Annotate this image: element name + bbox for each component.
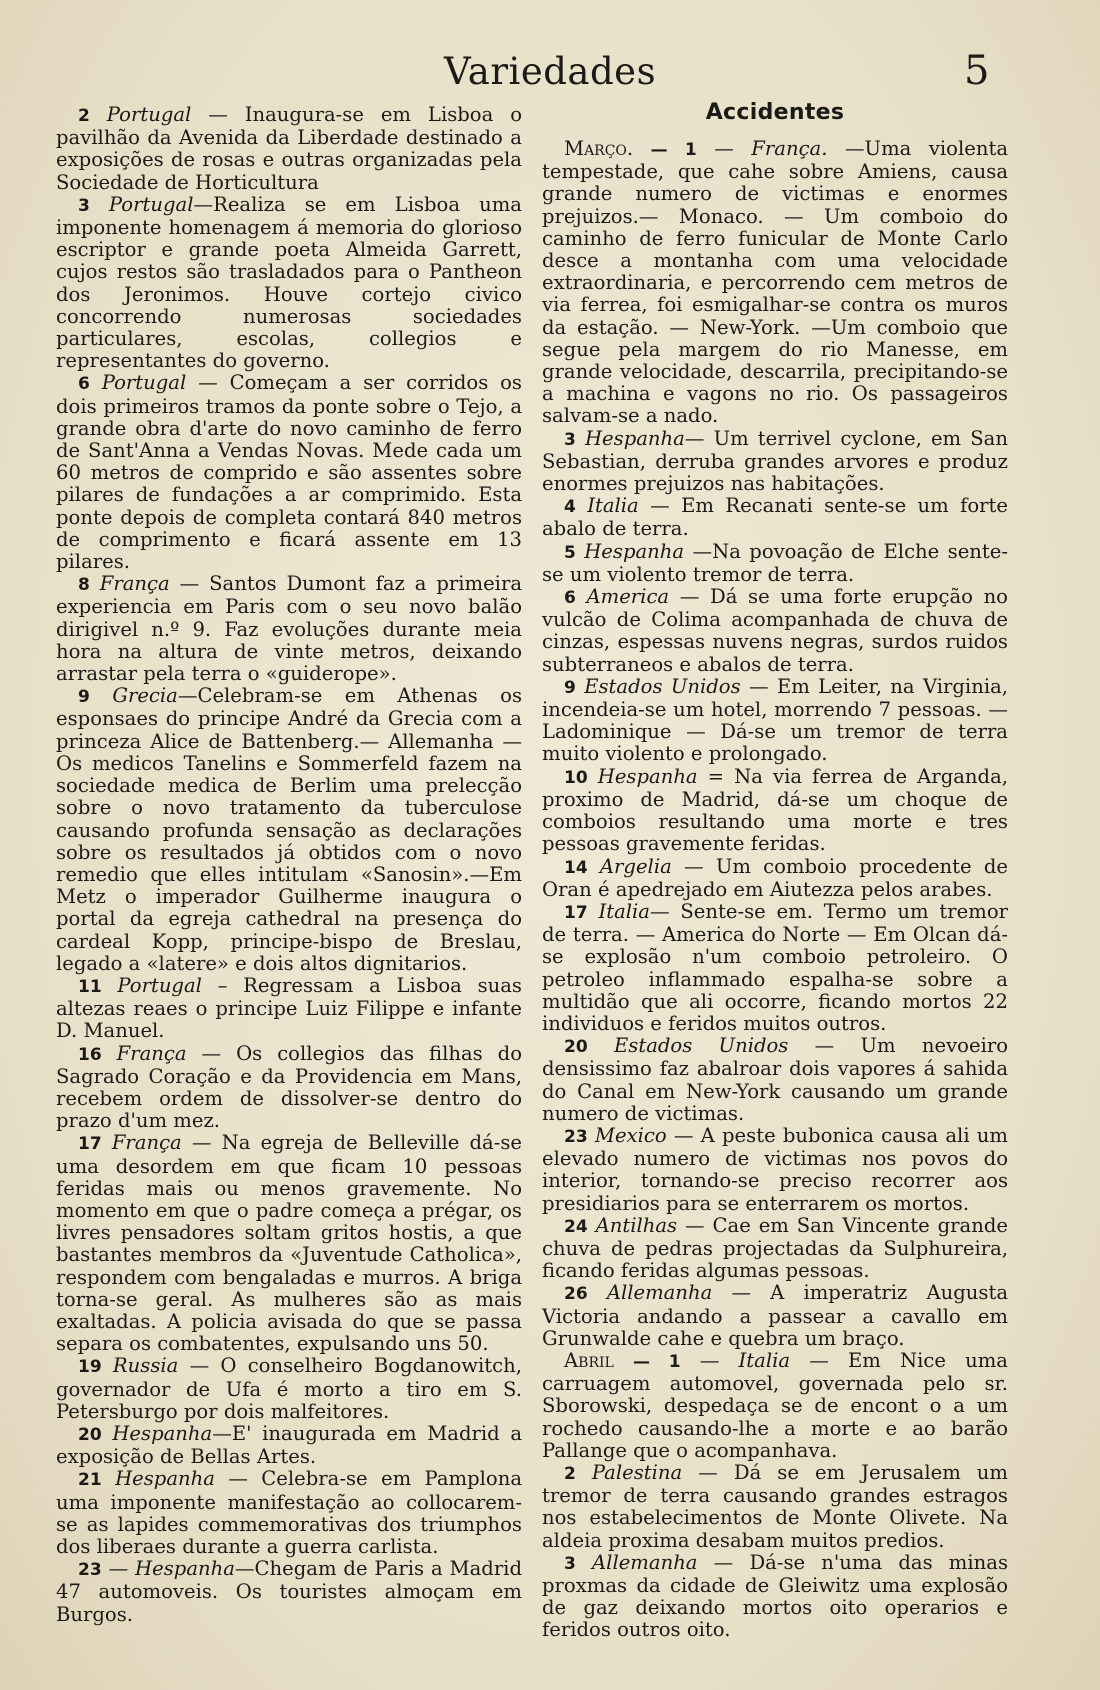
entry-text: —Chegam de Paris a Madrid 47 automoveis. Os touristes almoçam em Burgos. — [56, 1557, 522, 1626]
entry-place: Russia — [112, 1354, 179, 1378]
entry-day: 11 — [78, 976, 102, 997]
page-title: Variedades — [443, 50, 657, 93]
entry-day: 4 — [564, 497, 576, 518]
entry-place: França — [111, 1131, 182, 1155]
entry-place: — Hespanha — [108, 1557, 235, 1581]
news-entry — [542, 676, 1008, 766]
news-entry — [56, 1558, 522, 1626]
entry-place: Hespanha — [112, 1421, 213, 1445]
entry-text: —E' inaugurada em Madrid a exposição de Bellas Artes. — [56, 1421, 523, 1469]
page-number: 5 — [964, 48, 990, 94]
news-entry — [542, 1125, 1008, 1215]
entry-text: — Santos Dumont faz a primeira experiencia em Paris com o seu novo balão dirigivel n.º 9. Faz evoluções durante meia hora na altura de vinte metros, deixando arrastar pela terra o «guiderope». — [56, 572, 522, 686]
news-entry — [56, 685, 522, 975]
entry-place: Hespanha — [597, 764, 698, 788]
entry-day: 20 — [78, 1424, 102, 1445]
news-entry — [56, 372, 522, 573]
entry-text: — Em Nice uma carruagem automovel, governada pelo sr. Sborowski, despedaça se de encont o a um rochedo causando-lhe a morte e ao barão Pallange que o acompanhava. — [542, 1348, 1008, 1462]
entry-place: Hespanha — [115, 1467, 215, 1491]
entry-place: Grecia — [112, 684, 178, 708]
entry-place: Portugal — [108, 192, 194, 216]
entry-text: — Em Recanati sente-se um forte abalo de terra. — [542, 494, 1008, 541]
entry-day: 9 — [564, 677, 576, 698]
entry-day: 14 — [564, 857, 588, 878]
entry-text: — Sente-se em. Termo um tremor de terra. — America do Norte — Em Olcan dá-se explosão n'um comboio petroleiro. O petroleo inflammado espalha-se sobre a multidão que ali occorre, ficando mortos 22 individuos e feridos muitos outros. — [542, 899, 1008, 1035]
entry-text: – Regressam a Lisboa suas altezas reaes o principe Luiz Filippe e infante D. Manuel. — [56, 973, 522, 1043]
entry-place: Allemanha — [606, 1281, 713, 1305]
entry-day: 26 — [564, 1284, 588, 1305]
entry-text: — Os collegios das filhas do Sagrado Coração e da Providencia em Mans, recebem ordem de dissolver-se dentro do prazo d'um mez. — [56, 1041, 523, 1133]
entry-text: — Dá se em Jerusalem um tremor de terra causando grandes estragos nos estabelecimentos de Monte Olivete. Na aldeia proxima desabam muitos predios. — [542, 1460, 1008, 1552]
section-title-accidentes: Accidentes — [705, 100, 845, 125]
news-entry — [56, 1043, 522, 1133]
entry-text: — O conselheiro Bogdanowitch, governador de Ufa é morto a tiro em S. Petersburgo por dois malfeitores. — [56, 1354, 522, 1423]
news-entry — [56, 573, 522, 685]
right-entries — [542, 138, 1008, 1642]
entry-text: — A imperatriz Augusta Victoria andando a passear a cavallo em Grunwalde cahe e quebra um braço. — [542, 1281, 1009, 1350]
news-entry — [542, 138, 1008, 428]
news-entry — [56, 104, 522, 194]
news-entry — [542, 586, 1008, 676]
entry-place: — Italia — [699, 1348, 791, 1372]
entry-place: Italia — [598, 899, 650, 923]
news-entry — [542, 1035, 1008, 1125]
entry-day: 16 — [78, 1044, 102, 1065]
entry-place: França — [99, 572, 170, 596]
entry-text: — A peste bubonica causa ali um elevado numero de victimas nos povos do interior, tornando-se preciso recorrer aos presidiarios para se enterrarem os mortos. — [542, 1123, 1008, 1215]
entry-day: 19 — [78, 1357, 102, 1378]
right-column — [542, 100, 1008, 1642]
entry-place: Estados Unidos — [613, 1034, 789, 1058]
news-entry — [542, 1350, 1008, 1462]
entry-text: —Celebram-se em Athenas os esponsaes do principe André da Grecia com a princeza Alice de Battenberg.— Allemanha — Os medicos Tanelins e Sommerfeld fazem na sociedade medica de Berlim uma prelecção sobre o novo tratamento da tuberculose causando profunda sensação as declarações sobre os resultados já obtidos com o novo remedio que elles intitulam «Sanosin».—Em Metz o imperador Guilherme inaugura o portal da egreja cathedral na presença do cardeal Kopp, principe-bispo de Breslau, legado a «latere» e dois altos dignitarios. — [56, 684, 522, 975]
entry-month: Março. — [564, 137, 634, 160]
news-entry — [542, 766, 1008, 856]
news-entry — [56, 975, 522, 1043]
news-entry — [542, 856, 1008, 901]
entry-place: Hespanha — [584, 539, 685, 563]
news-entry — [542, 901, 1008, 1035]
entry-day: 6 — [78, 374, 90, 395]
news-entry — [542, 428, 1008, 496]
entry-place: Portugal — [101, 371, 187, 395]
entry-place: França — [116, 1041, 187, 1065]
entry-day: 17 — [78, 1134, 102, 1155]
entry-day: 23 — [564, 1126, 588, 1147]
entry-place: Estados Unidos — [584, 674, 741, 698]
entry-day: 3 — [564, 1553, 576, 1574]
entry-day: 8 — [78, 575, 90, 596]
news-entry — [542, 1462, 1008, 1552]
entry-text: — Inaugura-se em Lisboa o pavilhão da Avenida da Liberdade destinado a exposições de rosas e outras organizadas pela Sociedade de Horticultura — [56, 103, 523, 194]
news-entry — [56, 1468, 522, 1558]
entry-text: — Celebra-se em Pamplona uma imponente manifestação ao collocarem-se as lapides commemorativas dos triumphos dos liberaes durante a guerra carlista. — [56, 1467, 523, 1558]
entry-text: — Dá-se n'uma das minas proxmas da cidade de Gleiwitz uma explosão de gaz deixando mortos oito operarios e feridos outros oito. — [542, 1550, 1009, 1642]
entry-text: — Um comboio procedente de Oran é apedrejado em Aiutezza pelos arabes. — [542, 854, 1008, 901]
entry-place: Mexico — [594, 1123, 667, 1147]
entry-day: — 1 — [632, 1351, 681, 1372]
entry-place: — França. — [714, 137, 828, 160]
entry-day: 21 — [78, 1470, 102, 1491]
news-entry — [542, 1552, 1008, 1642]
entry-place: Palestina — [591, 1460, 683, 1484]
entry-text: = Na via ferrea de Arganda, proximo de Madrid, dá-se um choque de comboios resultando uma morte e tres pessoas gravemente feridas. — [542, 764, 1008, 856]
news-entry — [56, 1132, 522, 1355]
entry-place: Italia — [587, 494, 639, 518]
entry-place: Argelia — [599, 854, 672, 878]
entry-place: Antilhas — [595, 1213, 678, 1237]
entry-day: 3 — [78, 195, 90, 216]
entry-day: 2 — [564, 1463, 576, 1484]
entry-day: 23 — [78, 1560, 102, 1581]
entry-day: 24 — [564, 1216, 588, 1237]
entry-day: 3 — [564, 429, 576, 450]
news-entry — [56, 194, 522, 373]
entry-place: Hespanha — [584, 426, 685, 450]
entry-day: 10 — [564, 767, 588, 788]
news-entry — [542, 1215, 1008, 1283]
entry-text: —Uma violenta tempestade, que cahe sobre Amiens, causa grande numero de victimas e enormes prejuizos.— Monaco. — Um comboio do caminho de ferro funicular de Monte Carlo desce a montanha com uma velocidade extraordinaria, e percorrendo cem metros de via ferrea, foi esmigalhar-se contra os muros da estação. — New-York. —Um comboio que segue pela margem do rio Manesse, em grande velocidade, descarrila, precipitando-se a machina e vagons no rio. Os passageiros salvam-se a nado. — [542, 137, 1009, 428]
entry-place: Allemanha — [592, 1550, 698, 1574]
entry-text: — Começam a ser corridos os dois primeiros tramos da ponte sobre o Tejo, a grande obra d'arte do novo caminho de ferro de Sant'Anna a Vendas Novas. Mede cada um 60 metros de comprido e são assentes sobre pilares de fundações a ar comprimido. Esta ponte depois de completa contará 840 metros de comprimento e ficará assente em 13 pilares. — [56, 371, 522, 574]
entry-text: — Em Leiter, na Virginia, incendeia-se um hotel, morrendo 7 pessoas. — Ladominique — Dá-se um tremor de terra muito violento e prolongado. — [542, 674, 1008, 766]
left-column — [56, 104, 522, 1626]
entry-text: —Na povoação de Elche sente-se um violento tremor de terra. — [542, 539, 1008, 586]
news-entry — [542, 495, 1008, 540]
news-entry — [56, 1355, 522, 1423]
entry-text: — Na egreja de Belleville dá-se uma desordem em que ficam 10 pessoas feridas mais ou menos gravemente. No momento em que o padre começa a prégar, os livres pensadores soltam gritos hostis, a que bastantes membros da «Juventude Catholica», respondem com bengaladas e murros. A briga torna-se geral. As mulheres são as mais exaltadas. A policia avisada do que se passa separa os combatentes, expulsando uns 50. — [56, 1131, 522, 1356]
entry-day: 20 — [564, 1037, 588, 1058]
entry-text: — Um terrivel cyclone, em San Sebastian, derruba grandes arvores e produz enormes prejuizos nas habitações. — [542, 426, 1008, 496]
entry-place: Portugal — [117, 973, 202, 997]
entry-day: 2 — [78, 106, 90, 126]
entry-text: — Um nevoeiro densissimo faz abalroar dois vapores á sahida do Canal em New-York causando um grande numero de victimas. — [542, 1034, 1008, 1125]
entry-day: 5 — [564, 542, 576, 563]
entry-place: Portugal — [106, 103, 192, 126]
entry-text: — Cae em San Vincente grande chuva de pedras projectadas da Sulphureira, ficando feridas algumas pessoas. — [542, 1213, 1008, 1283]
entry-day: 17 — [564, 902, 588, 923]
entry-day: 9 — [78, 687, 90, 708]
entry-month: Abril — [564, 1348, 614, 1372]
news-entry — [542, 1282, 1008, 1350]
entry-text: — Dá se uma forte erupção no vulcão de Colima acompanhada de chuva de cinzas, espessas nuvens negras, surdos ruidos subterraneos e abalos de terra. — [542, 585, 1008, 676]
entry-day: — 1 — [650, 140, 697, 160]
entry-text: —Realiza se em Lisboa uma imponente homenagem á memoria do glorioso escriptor e grande poeta Almeida Garrett, cujos restos são trasladados para o Pantheon dos Jeronimos. Houve cortejo civico concorrendo numerosas sociedades particulares, escolas, collegios e representantes do governo. — [56, 192, 522, 373]
entry-place: America — [586, 585, 670, 609]
news-entry — [542, 541, 1008, 586]
news-entry — [56, 1423, 522, 1468]
entry-day: 6 — [564, 588, 576, 609]
